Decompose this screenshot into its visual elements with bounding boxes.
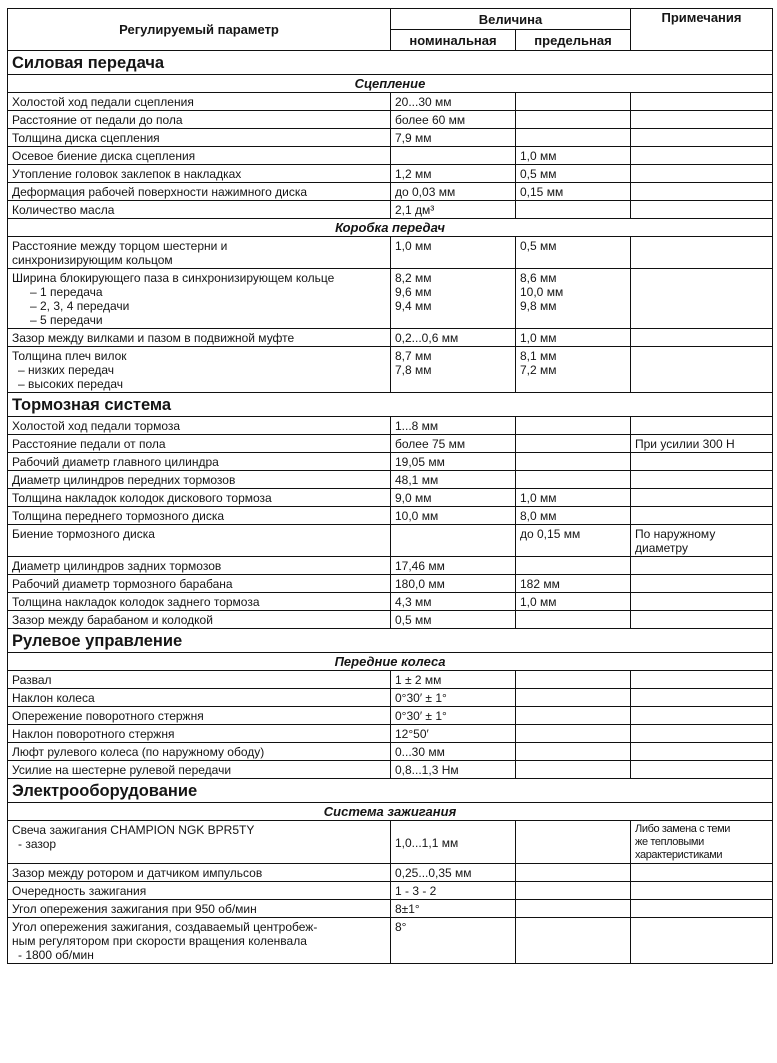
param-item: – 5 передачи xyxy=(30,313,103,327)
param-cell: Утопление головок заклепок в накладках xyxy=(8,165,391,183)
param-cell: Люфт рулевого колеса (по наружному ободу) xyxy=(8,743,391,761)
header-row xyxy=(8,9,773,30)
param-cell: Рабочий диаметр главного цилиндра xyxy=(8,453,391,471)
param-cell: Расстояние педали от пола xyxy=(8,435,391,453)
limit-cell xyxy=(516,918,631,964)
value-line: 9,6 мм xyxy=(395,285,432,299)
nominal-cell: 2,1 дм³ xyxy=(391,201,516,219)
param-cell: Осевое биение диска сцепления xyxy=(8,147,391,165)
header-nominal: номинальная xyxy=(391,30,516,51)
param-item: – низких передач xyxy=(18,363,115,377)
table-row xyxy=(8,882,773,900)
value-line: 7,8 мм xyxy=(395,363,432,377)
subsection-row xyxy=(8,219,773,237)
param-line: синхронизирующим кольцом xyxy=(12,253,173,267)
nominal-cell: 0°30′ ± 1° xyxy=(391,707,516,725)
nominal-cell: 180,0 мм xyxy=(391,575,516,593)
spec-table xyxy=(7,8,773,964)
param-cell: Толщина диска сцепления xyxy=(8,129,391,147)
nominal-cell: 17,46 мм xyxy=(391,557,516,575)
limit-cell xyxy=(516,111,631,129)
limit-cell xyxy=(516,725,631,743)
param-cell: Усилие на шестерне рулевой передачи xyxy=(8,761,391,779)
param-cell: Биение тормозного диска xyxy=(8,525,391,557)
value-line: 7,2 мм xyxy=(520,363,557,377)
section-title: Тормозная система xyxy=(8,393,773,417)
limit-cell: 0,5 мм xyxy=(516,165,631,183)
value-line: 8,7 мм xyxy=(395,349,432,363)
note-cell xyxy=(631,900,773,918)
param-cell: Очередность зажигания xyxy=(8,882,391,900)
table-row xyxy=(8,900,773,918)
table-row xyxy=(8,611,773,629)
value-line: 9,4 мм xyxy=(395,299,432,313)
limit-cell: 0,5 мм xyxy=(516,237,631,269)
table-row xyxy=(8,707,773,725)
note-cell xyxy=(631,471,773,489)
nominal-cell: 1,2 мм xyxy=(391,165,516,183)
nominal-cell: 48,1 мм xyxy=(391,471,516,489)
table-row xyxy=(8,507,773,525)
param-cell xyxy=(8,347,391,393)
section-row xyxy=(8,393,773,417)
header-value: Величина xyxy=(391,9,631,30)
note-cell xyxy=(631,453,773,471)
value-line: 10,0 мм xyxy=(520,285,564,299)
limit-cell xyxy=(516,864,631,882)
limit-cell: 8,0 мм xyxy=(516,507,631,525)
note-cell xyxy=(631,689,773,707)
nominal-cell: 0,5 мм xyxy=(391,611,516,629)
nominal-cell: 8° xyxy=(391,918,516,964)
header-notes: Примечания xyxy=(631,9,773,51)
limit-cell: 1,0 мм xyxy=(516,593,631,611)
param-line: Расстояние между торцом шестерни и xyxy=(12,239,228,253)
note-cell xyxy=(631,593,773,611)
limit-cell: 1,0 мм xyxy=(516,489,631,507)
nominal-cell xyxy=(391,347,516,393)
limit-cell xyxy=(516,453,631,471)
nominal-cell: 10,0 мм xyxy=(391,507,516,525)
note-cell xyxy=(631,507,773,525)
section-title: Рулевое управление xyxy=(8,629,773,653)
param-cell: Толщина накладок колодок дискового тормоза xyxy=(8,489,391,507)
note-cell xyxy=(631,111,773,129)
table-row xyxy=(8,761,773,779)
param-cell: Диаметр цилиндров задних тормозов xyxy=(8,557,391,575)
param-cell xyxy=(8,269,391,329)
param-cell: Диаметр цилиндров передних тормозов xyxy=(8,471,391,489)
note-cell xyxy=(631,557,773,575)
table-row xyxy=(8,821,773,864)
table-row xyxy=(8,111,773,129)
note-cell: При усилии 300 Н xyxy=(631,435,773,453)
subsection-row xyxy=(8,803,773,821)
param-cell: Толщина переднего тормозного диска xyxy=(8,507,391,525)
table-row xyxy=(8,743,773,761)
nominal-cell: 0,25...0,35 мм xyxy=(391,864,516,882)
limit-cell: 182 мм xyxy=(516,575,631,593)
param-line: ным регулятором при скорости вращения коленвала xyxy=(12,934,307,948)
subsection-row xyxy=(8,653,773,671)
table-row xyxy=(8,347,773,393)
note-line: Либо замена с теми xyxy=(635,823,731,835)
section-row xyxy=(8,51,773,75)
note-cell xyxy=(631,864,773,882)
param-cell: Угол опережения зажигания при 950 об/мин xyxy=(8,900,391,918)
note-cell xyxy=(631,347,773,393)
note-cell xyxy=(631,489,773,507)
nominal-cell xyxy=(391,147,516,165)
nominal-cell: 4,3 мм xyxy=(391,593,516,611)
limit-cell xyxy=(516,201,631,219)
table-row xyxy=(8,593,773,611)
table-row xyxy=(8,525,773,557)
table-row xyxy=(8,557,773,575)
limit-cell xyxy=(516,707,631,725)
subsection-title: Сцепление xyxy=(8,75,773,93)
param-item: – 2, 3, 4 передачи xyxy=(30,299,130,313)
limit-cell xyxy=(516,882,631,900)
note-cell xyxy=(631,417,773,435)
limit-cell xyxy=(516,269,631,329)
nominal-cell xyxy=(391,525,516,557)
param-cell: Развал xyxy=(8,671,391,689)
note-cell xyxy=(631,165,773,183)
nominal-cell xyxy=(391,269,516,329)
table-row xyxy=(8,435,773,453)
nominal-cell: 0°30′ ± 1° xyxy=(391,689,516,707)
table-row xyxy=(8,417,773,435)
table-row xyxy=(8,864,773,882)
limit-cell: 1,0 мм xyxy=(516,147,631,165)
note-cell xyxy=(631,201,773,219)
table-row xyxy=(8,147,773,165)
nominal-cell: 19,05 мм xyxy=(391,453,516,471)
note-cell xyxy=(631,725,773,743)
limit-cell: до 0,15 мм xyxy=(516,525,631,557)
nominal-cell: 1,0...1,1 мм xyxy=(391,821,516,864)
table-row xyxy=(8,725,773,743)
nominal-cell: 1 - 3 - 2 xyxy=(391,882,516,900)
subsection-title: Коробка передач xyxy=(8,219,773,237)
param-item: – высоких передач xyxy=(18,377,124,391)
nominal-cell: 0,8...1,3 Нм xyxy=(391,761,516,779)
param-cell: Холостой ход педали сцепления xyxy=(8,93,391,111)
limit-cell xyxy=(516,471,631,489)
param-cell: Рабочий диаметр тормозного барабана xyxy=(8,575,391,593)
limit-cell xyxy=(516,689,631,707)
nominal-cell: 8±1° xyxy=(391,900,516,918)
limit-cell xyxy=(516,900,631,918)
param-cell: Расстояние от педали до пола xyxy=(8,111,391,129)
limit-cell: 0,15 мм xyxy=(516,183,631,201)
table-row xyxy=(8,183,773,201)
limit-cell xyxy=(516,671,631,689)
note-cell xyxy=(631,671,773,689)
nominal-cell: 0,2...0,6 мм xyxy=(391,329,516,347)
note-cell xyxy=(631,611,773,629)
nominal-cell: 1 ± 2 мм xyxy=(391,671,516,689)
limit-cell xyxy=(516,93,631,111)
section-title: Электрооборудование xyxy=(8,779,773,803)
param-cell: Холостой ход педали тормоза xyxy=(8,417,391,435)
nominal-cell: более 60 мм xyxy=(391,111,516,129)
note-cell xyxy=(631,882,773,900)
table-row xyxy=(8,471,773,489)
limit-cell xyxy=(516,557,631,575)
nominal-cell: 7,9 мм xyxy=(391,129,516,147)
param-cell: Зазор между вилками и пазом в подвижной муфте xyxy=(8,329,391,347)
nominal-cell: 9,0 мм xyxy=(391,489,516,507)
param-cell xyxy=(8,821,391,864)
param-cell: Наклон поворотного стержня xyxy=(8,725,391,743)
note-cell xyxy=(631,525,773,557)
limit-cell xyxy=(516,129,631,147)
nominal-cell: 0...30 мм xyxy=(391,743,516,761)
limit-cell xyxy=(516,611,631,629)
note-cell xyxy=(631,761,773,779)
table-row xyxy=(8,489,773,507)
param-cell: Опережение поворотного стержня xyxy=(8,707,391,725)
param-item: - 1800 об/мин xyxy=(18,948,94,962)
param-cell: Зазор между барабаном и колодкой xyxy=(8,611,391,629)
param-line: Толщина плеч вилок xyxy=(12,349,127,363)
param-cell: Количество масла xyxy=(8,201,391,219)
table-row xyxy=(8,269,773,329)
table-row xyxy=(8,165,773,183)
param-line: Ширина блокирующего паза в синхронизирующем кольце xyxy=(12,271,335,285)
value-line: 9,8 мм xyxy=(520,299,557,313)
subsection-row xyxy=(8,75,773,93)
table-row xyxy=(8,129,773,147)
param-item: – 1 передача xyxy=(30,285,103,299)
note-cell xyxy=(631,707,773,725)
limit-cell xyxy=(516,435,631,453)
note-cell xyxy=(631,129,773,147)
note-line: же тепловыми xyxy=(635,836,704,848)
header-limit: предельная xyxy=(516,30,631,51)
section-row xyxy=(8,779,773,803)
note-cell xyxy=(631,821,773,864)
note-cell xyxy=(631,93,773,111)
limit-cell xyxy=(516,417,631,435)
note-line: По наружному xyxy=(635,527,716,541)
note-line: диаметру xyxy=(635,541,688,555)
param-cell: Зазор между ротором и датчиком импульсов xyxy=(8,864,391,882)
note-line: характеристиками xyxy=(635,849,723,861)
section-title: Силовая передача xyxy=(8,51,773,75)
note-cell xyxy=(631,743,773,761)
nominal-cell: 1,0 мм xyxy=(391,237,516,269)
param-line: Свеча зажигания CHAMPION NGK BPR5TY xyxy=(12,823,255,837)
table-row xyxy=(8,93,773,111)
param-cell: Наклон колеса xyxy=(8,689,391,707)
table-row xyxy=(8,671,773,689)
table-row xyxy=(8,237,773,269)
param-cell xyxy=(8,237,391,269)
value-line: 8,2 мм xyxy=(395,271,432,285)
limit-cell xyxy=(516,743,631,761)
section-row xyxy=(8,629,773,653)
nominal-cell: 20...30 мм xyxy=(391,93,516,111)
nominal-cell: 12°50′ xyxy=(391,725,516,743)
table-row xyxy=(8,689,773,707)
param-cell xyxy=(8,918,391,964)
limit-cell xyxy=(516,761,631,779)
note-cell xyxy=(631,147,773,165)
param-cell: Деформация рабочей поверхности нажимного диска xyxy=(8,183,391,201)
value-line: 8,1 мм xyxy=(520,349,557,363)
table-row xyxy=(8,201,773,219)
table-row xyxy=(8,453,773,471)
nominal-cell: 1...8 мм xyxy=(391,417,516,435)
param-cell: Толщина накладок колодок заднего тормоза xyxy=(8,593,391,611)
limit-cell: 1,0 мм xyxy=(516,329,631,347)
param-item: - зазор xyxy=(18,837,57,851)
table-row xyxy=(8,918,773,964)
nominal-cell: до 0,03 мм xyxy=(391,183,516,201)
note-cell xyxy=(631,575,773,593)
note-cell xyxy=(631,183,773,201)
header-param: Регулируемый параметр xyxy=(8,9,391,51)
value-line: 8,6 мм xyxy=(520,271,557,285)
note-cell xyxy=(631,329,773,347)
limit-cell xyxy=(516,347,631,393)
note-cell xyxy=(631,237,773,269)
nominal-cell: более 75 мм xyxy=(391,435,516,453)
note-cell xyxy=(631,918,773,964)
table-row xyxy=(8,575,773,593)
subsection-title: Система зажигания xyxy=(8,803,773,821)
subsection-title: Передние колеса xyxy=(8,653,773,671)
note-cell xyxy=(631,269,773,329)
table-row xyxy=(8,329,773,347)
limit-cell xyxy=(516,821,631,864)
param-line: Угол опережения зажигания, создаваемый центробеж- xyxy=(12,920,318,934)
